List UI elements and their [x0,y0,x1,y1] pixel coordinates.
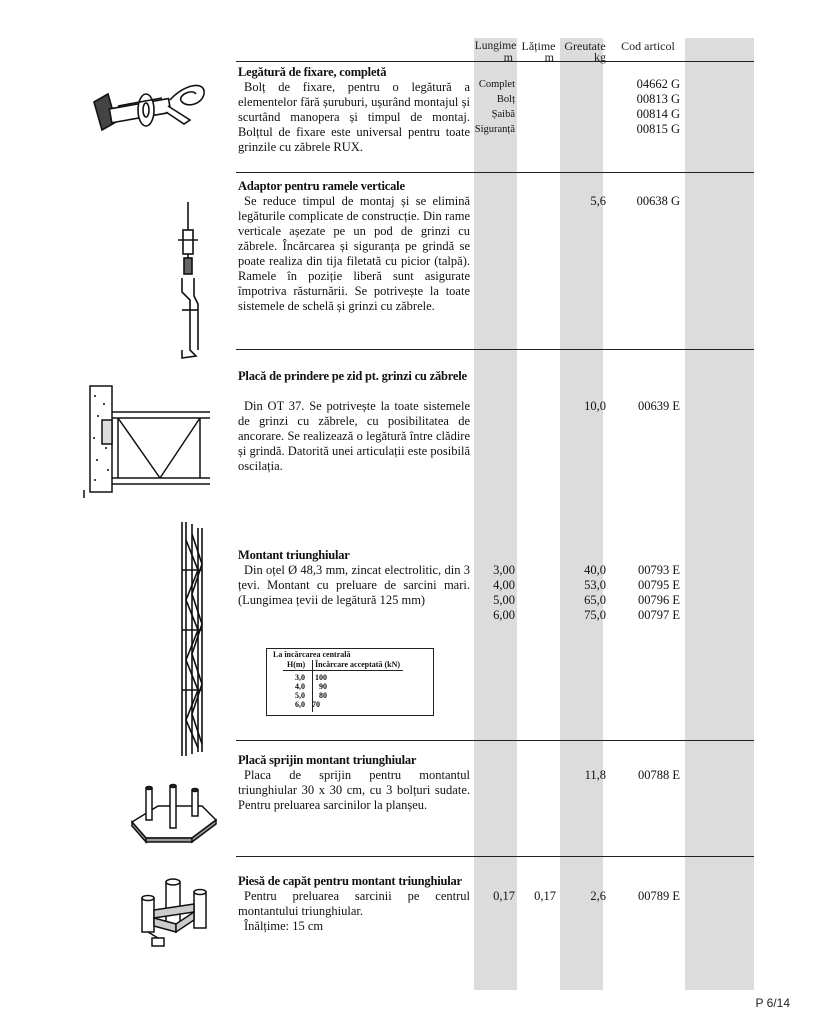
header-greutate-unit: kg [594,50,606,64]
row-divider [236,349,754,350]
item-weight: 5,6 [590,194,606,208]
item-height-note: Înălțime: 15 cm [244,919,324,933]
item-title: Placă sprijin montant triunghiular [238,753,417,767]
article-code: 00788 E [637,768,680,782]
load-table-caption: La încărcarea centrală [273,650,351,659]
item-weight: 2,6 [590,889,606,903]
header-cod-label: Cod articol [621,39,675,53]
column-shade-greutate [560,38,603,990]
item-description: Bolț de fixare, pentru o legătură a elementelor fără șuruburi, ușurând montajul și scurtând manopera și timpul de montaj. Bolțtul de fixare este universal pentru toate grinzile cu zăbrele RUX. [238,80,470,154]
load-table-col-kn: Încărcare acceptată (kN) [315,660,401,669]
row-divider [236,172,754,173]
article-code: 04662 G [636,77,680,91]
item-weight: 40,0 [584,563,606,577]
load-table-h: 6,0 [295,700,305,709]
item-title: Montant triunghiular [238,548,350,562]
load-table-kn: 100 [315,673,327,682]
wall-mount-plate-illustration [82,382,214,500]
vertical-frame-adapter-illustration [168,200,208,370]
item-title: Piesă de capăt pentru montant triunghiular [238,874,462,888]
row-divider [236,740,754,741]
load-table-h: 5,0 [295,691,305,700]
item-weight: 11,8 [584,768,606,782]
item-width: 0,17 [534,889,556,903]
load-table-col-h: H(m) [287,660,306,669]
header-lungime-unit: m [503,50,513,64]
item-length: 6,00 [493,608,515,622]
header-latime [517,41,560,63]
item-description: Se reduce timpul de montaj și se elimină legăturile complicate de construcție. Din rame verticale așezate pe un pod de grinzi cu zăbrele. Încărcarea și siguranța pe grindă se poate realiza din tija filetată cu picior (talpă). Ramele în poziție liberă sunt asigurate împotriva răsturnării. Se potrivește la toate sistemele de schelă și grinzi cu zăbrele. [238,194,470,313]
article-code: 00638 G [636,194,680,208]
item-description: Din oțel Ø 48,3 mm, zincat electrolitic, din 3 țevi. Montant cu preluare de sarcini mari. (Lungimea țevii de legătură 125 mm) [238,563,470,607]
header-lungime [474,41,517,63]
article-code: 00795 E [637,578,680,592]
article-code: 00793 E [637,563,680,577]
item-title: Adaptor pentru ramele verticale [238,179,405,193]
article-code: 00814 G [636,107,680,121]
weight-list [560,563,606,623]
column-shade-lungime [474,38,517,990]
load-table-h: 3,0 [295,673,305,682]
item-length: 0,17 [493,889,515,903]
page-number: P 6/14 [755,996,790,1010]
header-latime-label: Lățime [521,39,556,53]
item-weight: 75,0 [584,608,606,622]
article-code: 00813 G [636,92,680,106]
row-divider [236,856,754,857]
item-description: Placa de sprijin pentru montantul triunghiular 30 x 30 cm, cu 3 bolțuri sudate. Pentru preluarea sarcinilor la planșeu. [238,768,470,812]
article-code: 00789 E [637,889,680,903]
item-title: Placă de prindere pe zid pt. grinzi cu zăbrele [238,369,467,383]
item-weight: 53,0 [584,578,606,592]
article-code: 00797 E [637,608,680,622]
header-latime-unit: m [544,50,554,64]
variant-label: Bolț [496,94,515,105]
header-greutate [560,41,610,63]
fixing-pin-illustration [88,80,210,142]
variant-label: Complet [478,79,515,90]
code-list [612,77,680,137]
item-description: Din OT 37. Se potrivește la toate sistemele de grinzi cu zăbrele, cu posibilitatea de ancorare. Se realizează o legătură între clădire și grindă. Datorită unei articulații este posibilă oscilația. [238,399,470,473]
variant-label: Șaibă [491,109,515,120]
load-capacity-table [266,648,434,716]
variant-list [474,77,515,137]
row-divider [236,61,754,62]
item-length: 4,00 [493,578,515,592]
column-shade-extra [685,38,754,990]
article-code: 00639 E [637,399,680,413]
base-plate-illustration [128,782,218,844]
item-title: Legătură de fixare, completă [238,65,387,79]
item-description: Pentru preluarea sarcinii pe centrul montantului triunghiular. [238,889,470,918]
article-code: 00815 G [636,122,680,136]
item-length: 3,00 [493,563,515,577]
variant-label: Siguranță [474,124,515,135]
end-piece-illustration [132,876,216,948]
header-cod [612,41,684,52]
load-table-h: 4,0 [295,682,305,691]
item-weight: 65,0 [584,593,606,607]
load-table-kn: 70 [312,700,320,709]
item-weight: 10,0 [584,399,606,413]
item-length: 5,00 [493,593,515,607]
length-list [474,563,515,623]
article-code: 00796 E [637,593,680,607]
triangular-post-illustration [172,520,212,760]
code-list [612,563,680,623]
load-table-kn: 90 [319,682,327,691]
header-greutate-label: Greutate [564,39,606,53]
header-lungime-label: Lungime [474,40,517,52]
load-table-kn: 80 [319,691,327,700]
